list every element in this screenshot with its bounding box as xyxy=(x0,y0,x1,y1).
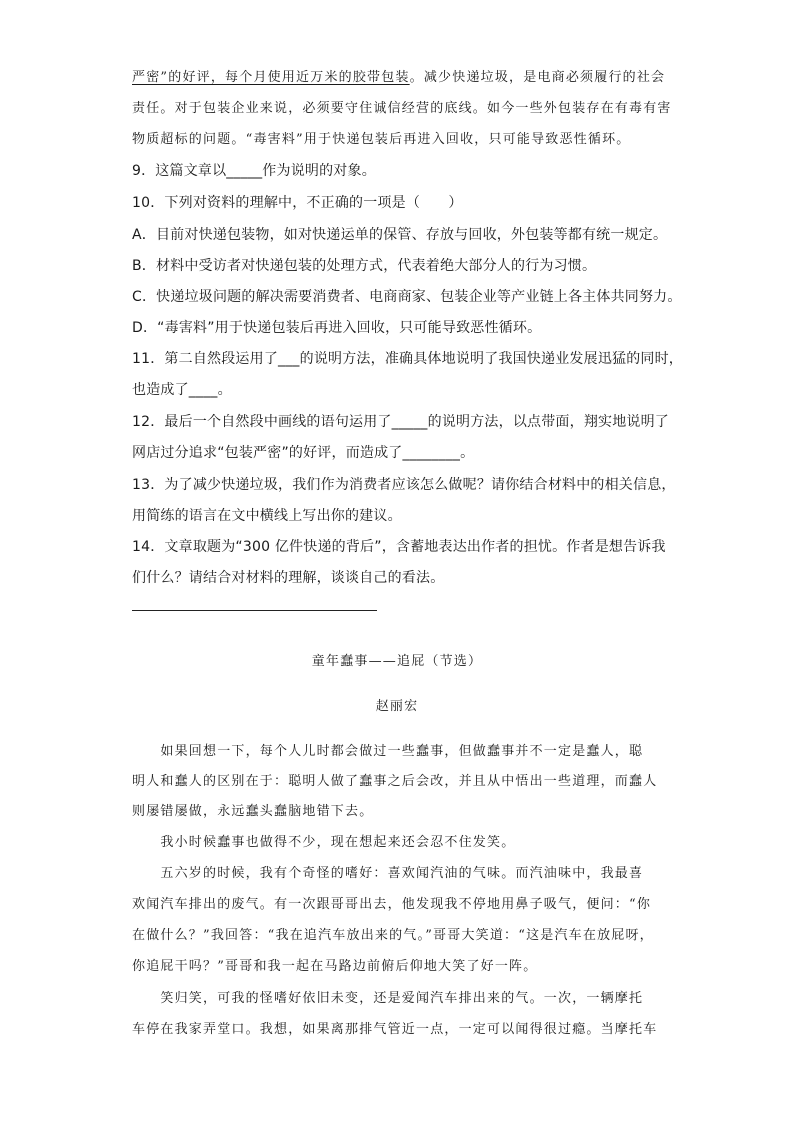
question-10: 10．下列对资料的理解中，不正确的一项是（ ） xyxy=(132,195,463,211)
option-b: B．材料中受访者对快递包装的处理方式，代表着绝大部分人的行为习惯。 xyxy=(132,258,597,274)
underlined-sentence: 严密”的好评，每个月使用近万米的胶带包装 xyxy=(132,70,410,85)
option-a: A．目前对快递包装物，如对快递运单的保管、存放与回收，外包装等都有统一规定。 xyxy=(132,227,668,243)
question-12: 12．最后一个自然段中画线的语句运用了_____的说明方法，以点带面，翔实地说明了 xyxy=(132,414,670,430)
passage-line: 严密”的好评，每个月使用近万米的胶带包装。减少快递垃圾，是电商必须履行的社会 xyxy=(132,70,666,85)
article-line: 欢闻汽车排出的废气。有一次跟哥哥出去，他发现我不停地用鼻子吸气，便问：“你 xyxy=(132,897,652,912)
option-c: C．快递垃圾问题的解决需要消费者、电商商家、包装企业等产业链上各主体共同努力。 xyxy=(132,289,682,305)
question-11-cont: 也造成了____。 xyxy=(132,382,232,398)
article-line: 则屡错屡做，永远蠢头蠢脑地错下去。 xyxy=(132,804,374,819)
question-13-cont: 用简练的语言在文中横线上写出你的建议。 xyxy=(132,508,402,524)
question-14-cont: 们什么？请结合对材料的理解，谈谈自己的看法。 xyxy=(132,570,445,586)
question-9: 9．这篇文章以_____作为说明的对象。 xyxy=(132,163,376,179)
article-line: 笑归笑，可我的怪嗜好依旧未变，还是爱闻汽车排出来的气。一次，一辆摩托 xyxy=(132,991,644,1006)
question-13: 13．为了减少快递垃圾，我们作为消费者应该怎么做呢？请你结合材料中的相关信息， xyxy=(132,477,676,493)
answer-line xyxy=(132,610,377,611)
question-14: 14．文章取题为“300 亿件快递的背后”，含蓄地表达出作者的担忧。作者是想告诉我 xyxy=(132,539,666,555)
article-line: 在做什么？”我回答：“我在追汽车放出来的气。”哥哥大笑道：“这是汽车在放屁呀， xyxy=(132,928,654,943)
article-title: 童年蠢事——追屁（节选） xyxy=(311,654,483,669)
article-line: 我小时候蠢事也做得不少，现在想起来还会忍不住发笑。 xyxy=(132,835,516,850)
question-11: 11．第二自然段运用了___的说明方法，准确具体地说明了我国快递业发展迅猛的同时， xyxy=(132,351,684,367)
question-12-cont: 网店过分追求“包装严密”的好评，而造成了________。 xyxy=(132,445,475,461)
option-d: D．“毒害料”用于快递包装后再进入回收，只可能导致恶性循环。 xyxy=(132,320,542,336)
article-line: 如果回想一下，每个人儿时都会做过一些蠢事，但做蠢事并不一定是蠢人，聪 xyxy=(132,744,644,759)
article-author: 赵丽宏 xyxy=(375,699,419,714)
article-line: 明人和蠢人的区别在于：聪明人做了蠢事之后会改，并且从中悟出一些道理，而蠢人 xyxy=(132,774,658,789)
passage-line: 责任。对于包装企业来说，必须要守住诚信经营的底线。如今一些外包装存在有毒有害 xyxy=(132,101,672,116)
article-line: 车停在我家弄堂口。我想，如果离那排气管近一点，一定可以闻得很过瘾。当摩托车 xyxy=(132,1022,658,1037)
article-line: 你追屁干吗？”哥哥和我一起在马路边前俯后仰地大笑了好一阵。 xyxy=(132,959,538,974)
article-line: 五六岁的时候，我有个奇怪的嗜好：喜欢闻汽油的气味。而汽油味中，我最喜 xyxy=(132,866,644,881)
passage-line: 物质超标的问题。“毒害料”用于快递包装后再进入回收，只可能导致恶性循环。 xyxy=(132,132,631,147)
